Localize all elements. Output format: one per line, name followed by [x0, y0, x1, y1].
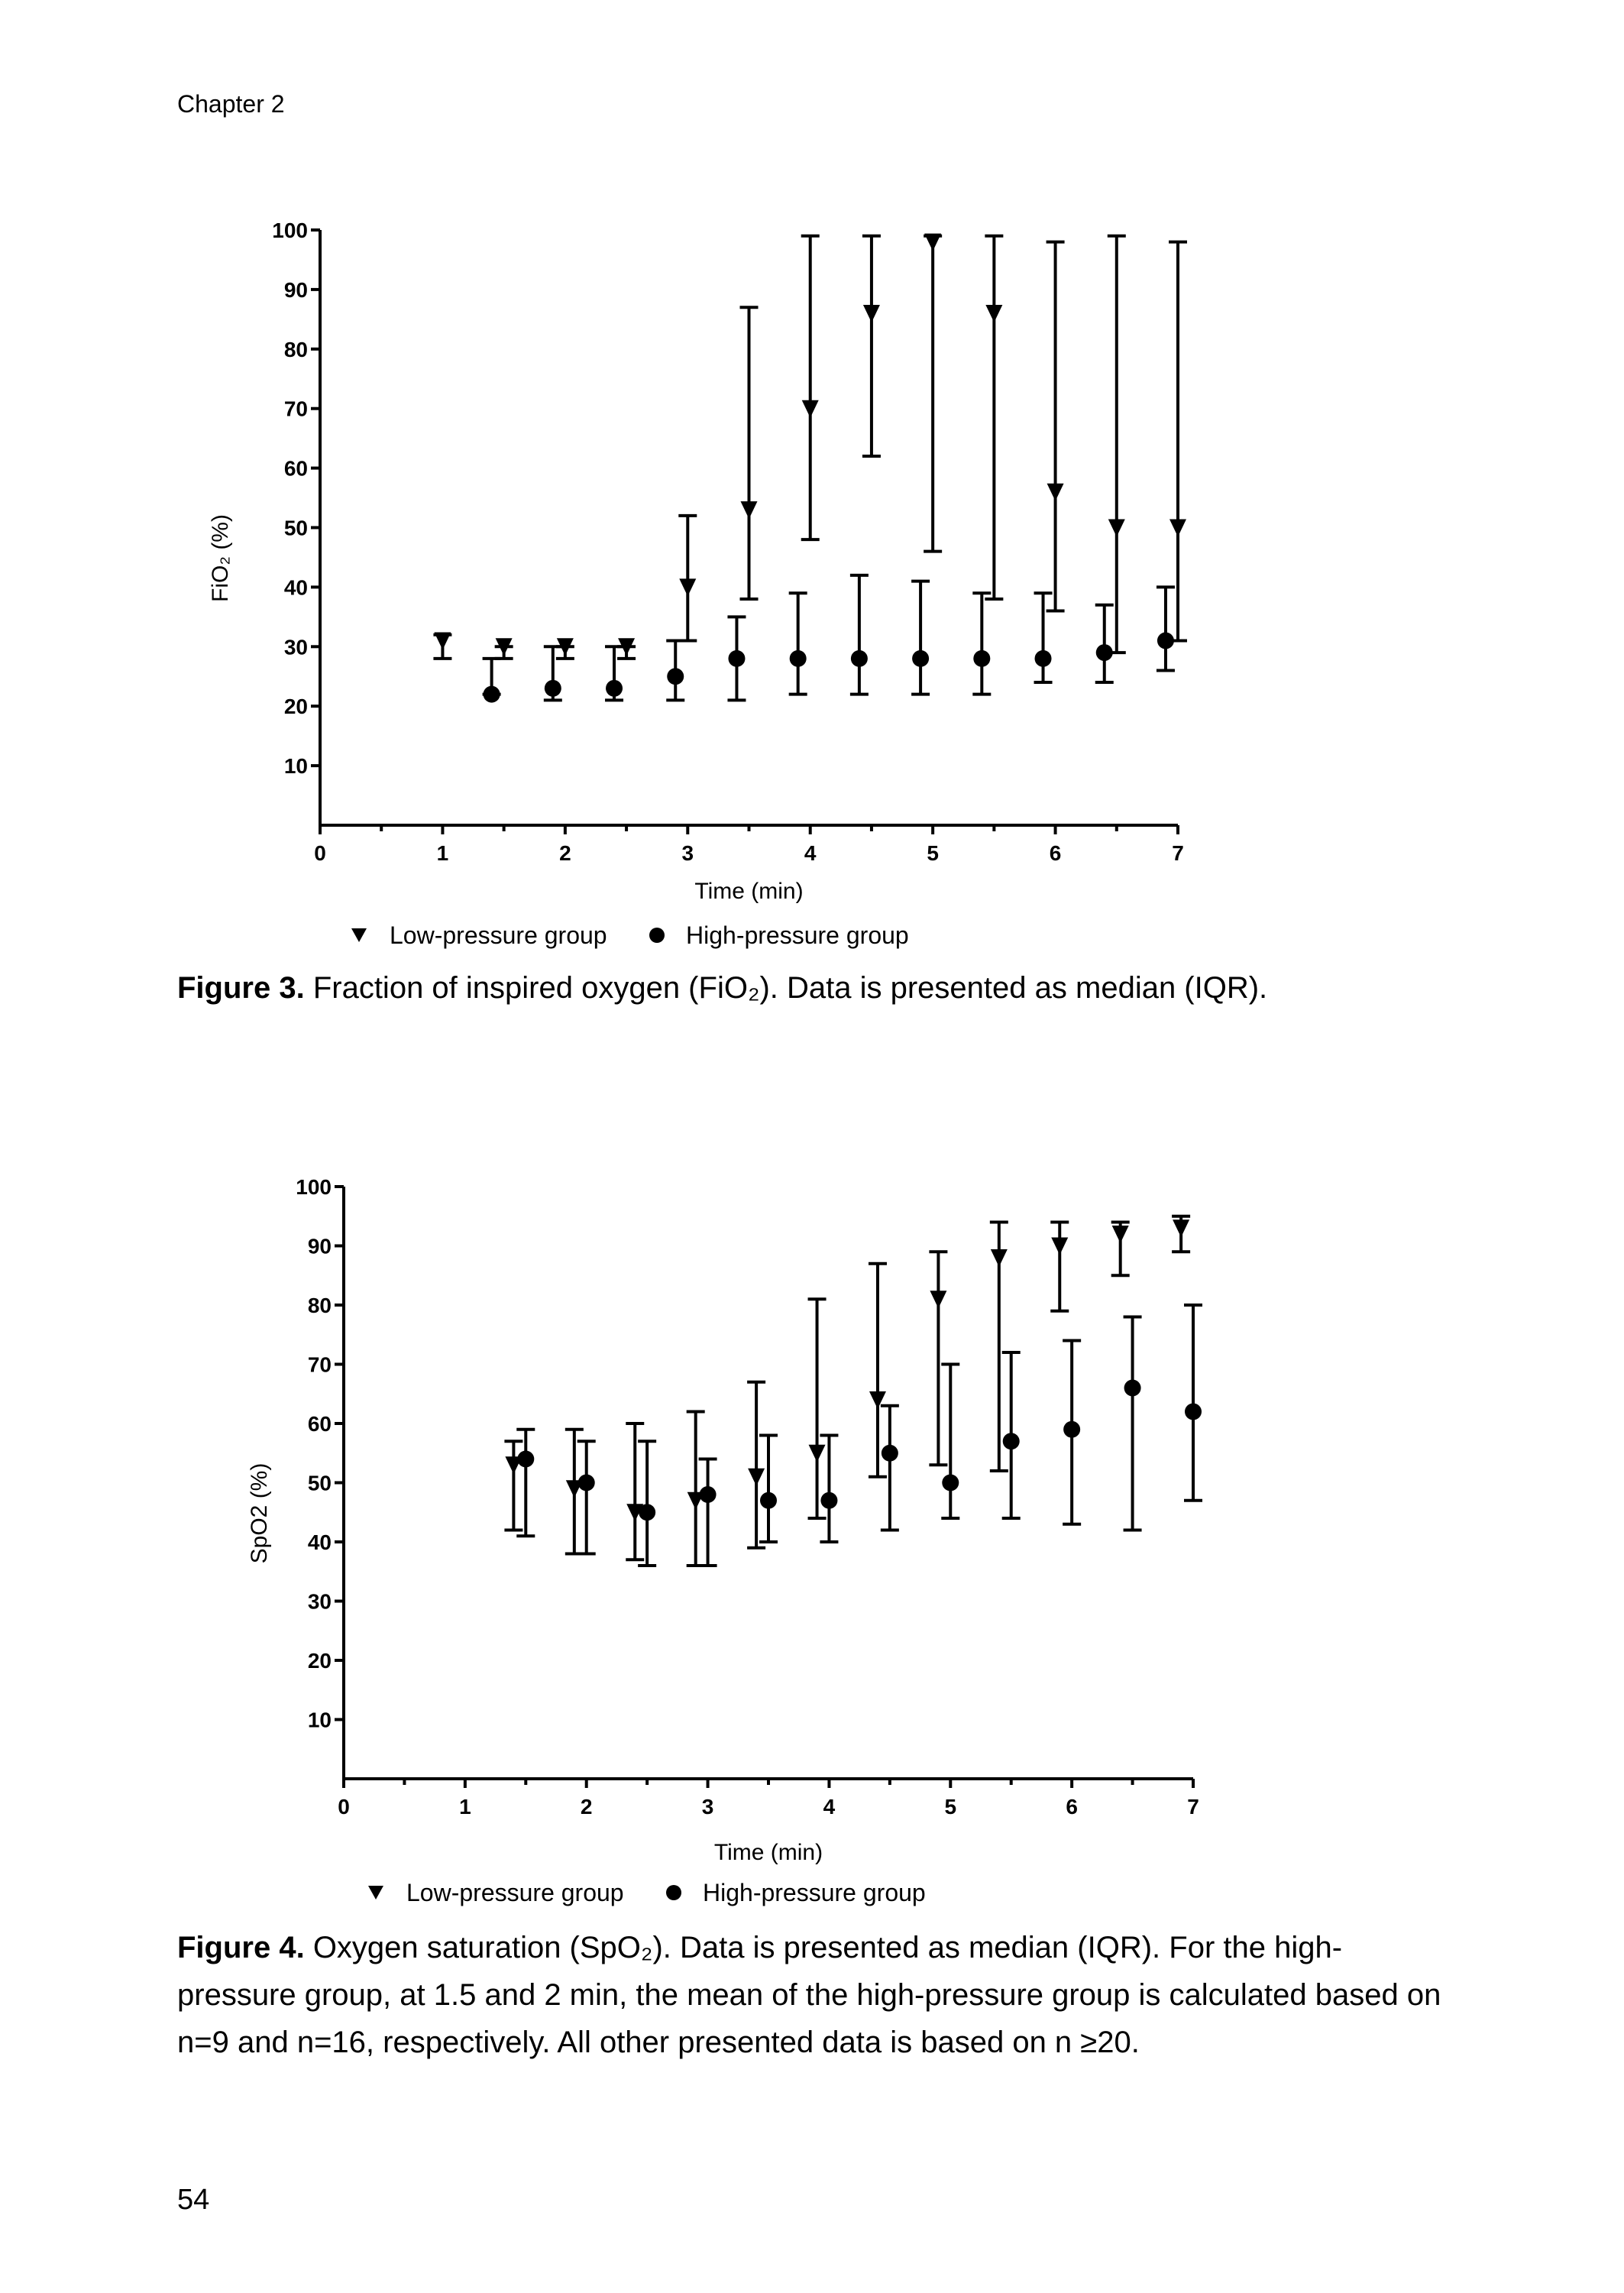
x-tick-label: 3 [701, 1795, 714, 1819]
legend-low-pressure-marker [351, 928, 367, 942]
legend-low-pressure-marker [368, 1886, 383, 1899]
low-pressure-point [991, 1249, 1008, 1267]
y-tick-label: 80 [283, 337, 308, 361]
y-tick-label: 90 [283, 277, 308, 302]
figure-4-caption-text: Oxygen saturation (SpO₂). Data is presented as median (IQR). For the high-pressure group, at 1.5 and 2 min, the mean of the high-pressure group is calculated based on n=9 and n=16, respectively. All other presented data is based on n ≥20. [177, 1931, 1441, 2059]
y-tick-label: 50 [283, 516, 308, 540]
high-pressure-point [882, 1445, 898, 1462]
x-tick-label: 5 [944, 1795, 957, 1819]
low-pressure-point [1173, 1219, 1189, 1237]
y-tick-label: 10 [307, 1708, 332, 1732]
y-tick-label: 100 [272, 219, 308, 242]
x-tick-label: 6 [1066, 1795, 1078, 1819]
high-pressure-point [912, 650, 929, 667]
legend-high-pressure-marker [666, 1885, 681, 1900]
x-tick-label: 5 [927, 841, 939, 865]
y-tick-label: 70 [307, 1352, 332, 1377]
high-pressure-point [484, 686, 500, 703]
high-pressure-point [1124, 1380, 1141, 1397]
y-tick-label: 40 [283, 575, 308, 600]
high-pressure-point [760, 1492, 777, 1509]
legend-high-pressure-marker [649, 928, 665, 943]
figure-3-caption-label: Figure 3. [177, 971, 305, 1005]
low-pressure-point [863, 305, 880, 322]
low-pressure-point [985, 305, 1002, 322]
low-pressure-point [741, 501, 758, 519]
y-tick-label: 30 [307, 1589, 332, 1614]
y-tick-label: 70 [283, 397, 308, 421]
low-pressure-point [809, 1445, 826, 1462]
low-pressure-point [924, 234, 941, 251]
high-pressure-point [1003, 1433, 1020, 1449]
high-pressure-point [973, 650, 990, 667]
y-tick-label: 60 [283, 456, 308, 481]
y-tick-label: 100 [296, 1175, 332, 1199]
x-tick-label: 6 [1049, 841, 1062, 865]
high-pressure-point [606, 680, 623, 697]
low-pressure-point [930, 1291, 946, 1308]
figure-3-caption-text: Fraction of inspired oxygen (FiO₂). Data is presented as median (IQR). [304, 971, 1268, 1005]
x-tick-label: 0 [338, 1795, 350, 1819]
y-tick-label: 20 [307, 1649, 332, 1673]
high-pressure-point [820, 1492, 837, 1509]
x-tick-label: 4 [823, 1795, 836, 1819]
high-pressure-point [1035, 650, 1052, 667]
y-axis-title: SpO2 (%) [247, 1462, 272, 1564]
low-pressure-point [1112, 1226, 1129, 1243]
high-pressure-point [578, 1475, 595, 1491]
x-tick-label: 3 [681, 841, 694, 865]
y-tick-label: 50 [307, 1471, 332, 1495]
y-axis-title: FiO₂ (%) [208, 514, 233, 602]
high-pressure-point [1063, 1421, 1080, 1438]
x-axis-title: Time (min) [694, 879, 804, 904]
figure-4-caption-label: Figure 4. [177, 1931, 305, 1964]
x-tick-label: 4 [804, 841, 817, 865]
low-pressure-point [679, 578, 696, 596]
low-pressure-point [802, 400, 819, 418]
legend-low-pressure-label: Low-pressure group [390, 921, 607, 949]
high-pressure-point [851, 650, 868, 667]
y-tick-label: 90 [307, 1234, 332, 1258]
high-pressure-point [1096, 644, 1113, 661]
high-pressure-point [517, 1451, 534, 1468]
x-tick-label: 7 [1187, 1795, 1199, 1819]
x-tick-label: 1 [459, 1795, 471, 1819]
figure-3-chart [0, 0, 1624, 963]
y-tick-label: 60 [307, 1412, 332, 1436]
x-tick-label: 1 [436, 841, 449, 865]
y-tick-label: 40 [307, 1530, 332, 1554]
page-number: 54 [177, 2184, 210, 2216]
y-tick-label: 30 [283, 635, 308, 659]
low-pressure-point [1047, 484, 1064, 501]
high-pressure-point [790, 650, 807, 667]
page-header: Chapter 2 [177, 90, 285, 118]
low-pressure-point [434, 633, 451, 650]
x-tick-label: 2 [559, 841, 571, 865]
high-pressure-point [1185, 1404, 1202, 1420]
y-tick-label: 10 [283, 754, 308, 779]
x-tick-label: 0 [314, 841, 326, 865]
x-axis-title: Time (min) [713, 1840, 823, 1865]
x-tick-label: 7 [1172, 841, 1184, 865]
low-pressure-point [1169, 520, 1186, 537]
x-tick-label: 2 [580, 1795, 593, 1819]
legend-high-pressure-label: High-pressure group [686, 921, 909, 949]
high-pressure-point [1157, 633, 1174, 649]
figure-4-chart [0, 955, 1624, 1918]
high-pressure-point [639, 1504, 655, 1521]
high-pressure-point [728, 650, 745, 667]
low-pressure-point [1051, 1238, 1068, 1255]
legend-high-pressure-label: High-pressure group [703, 1879, 926, 1906]
high-pressure-point [667, 668, 684, 685]
high-pressure-point [545, 680, 561, 697]
y-tick-label: 20 [283, 695, 308, 719]
legend-low-pressure-label: Low-pressure group [406, 1879, 624, 1906]
high-pressure-point [942, 1475, 959, 1491]
high-pressure-point [700, 1486, 717, 1503]
figure-4-caption [177, 1924, 1461, 2066]
low-pressure-point [748, 1469, 765, 1486]
y-tick-label: 80 [307, 1294, 332, 1317]
low-pressure-point [1108, 520, 1125, 537]
